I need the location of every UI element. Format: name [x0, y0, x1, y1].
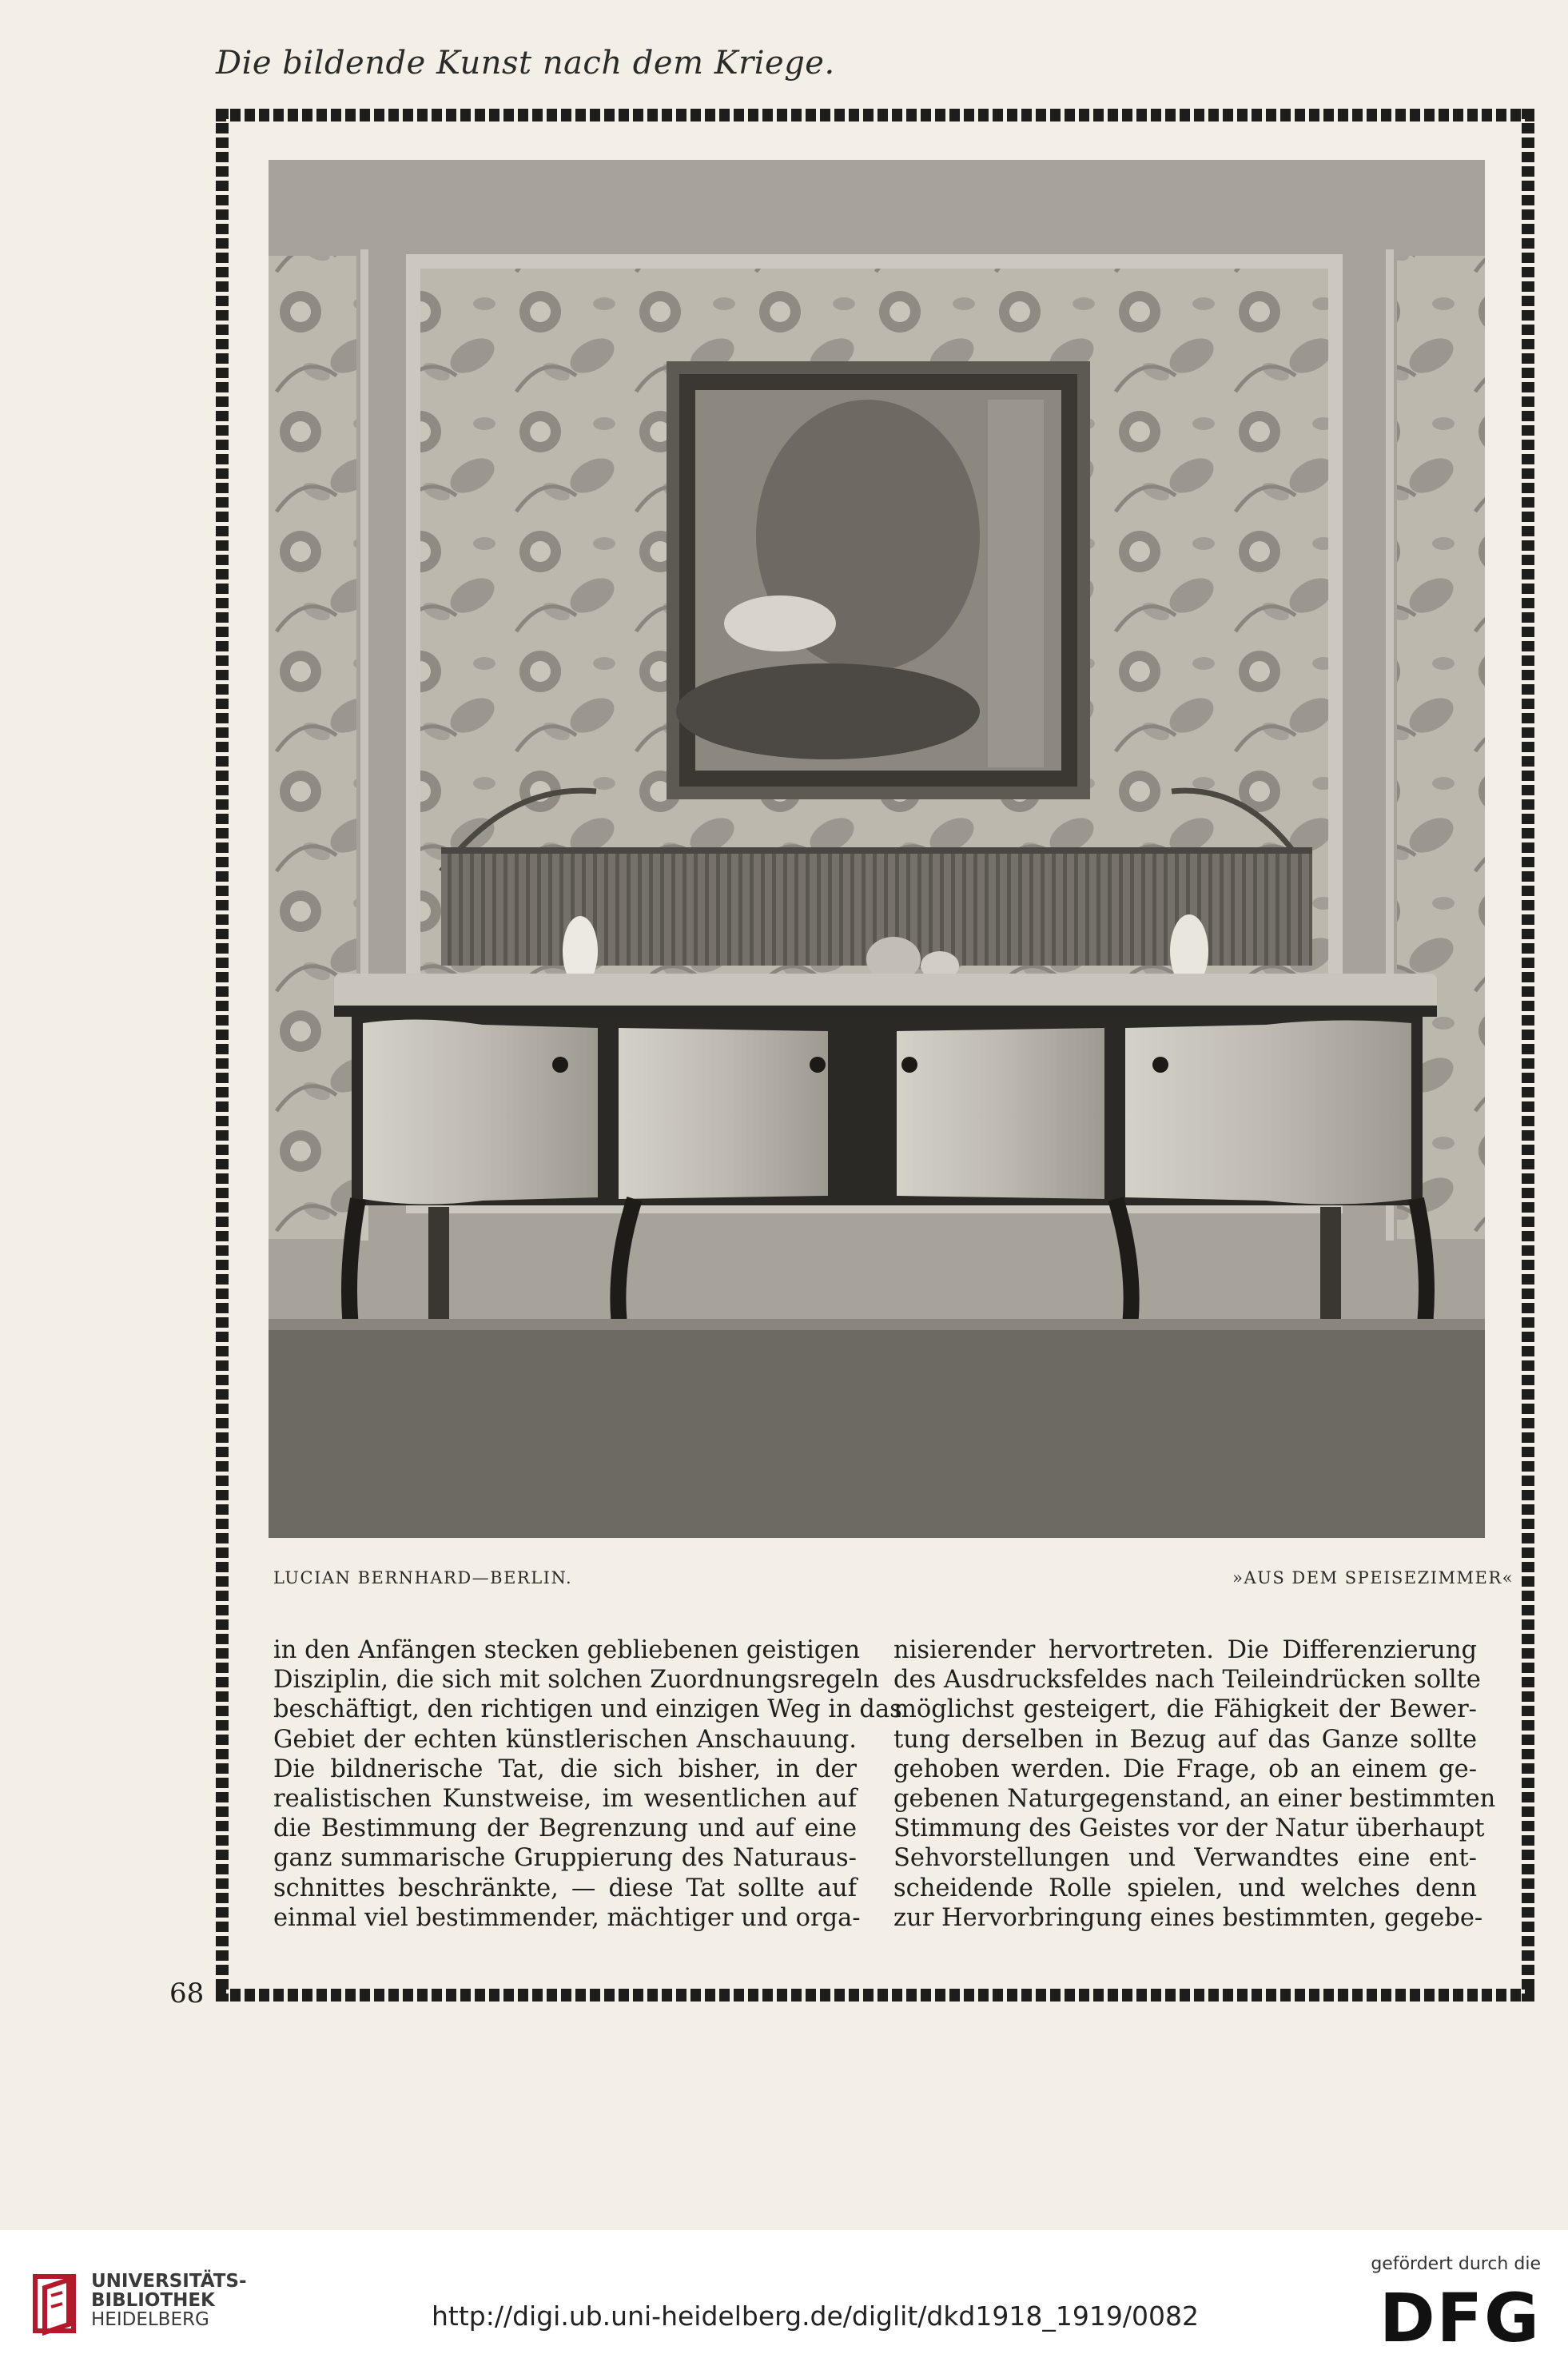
- page-number: 68: [169, 1978, 205, 2009]
- sideboard-photograph: [269, 160, 1485, 1538]
- text-line: schnittes beschränkte, — diese Tat sollte auf: [273, 1874, 857, 1902]
- text-line: die Bestimmung der Begrenzung und auf eine: [273, 1814, 857, 1843]
- text-line: einmal viel bestimmender, mächtiger und orga-: [273, 1903, 861, 1932]
- library-logo-icon: [30, 2268, 83, 2340]
- running-head: Die bildende Kunst nach dem Kriege.: [216, 45, 835, 82]
- funding-label: gefördert durch die: [1371, 2254, 1541, 2274]
- text-line: Gebiet der echten künstlerischen Anschauung.: [273, 1725, 857, 1754]
- library-name-line: HEIDELBERG: [91, 2309, 209, 2330]
- text-line: des Ausdrucksfeldes nach Teileindrücken sollte: [893, 1666, 1481, 1695]
- body-column-left: [273, 1635, 902, 1933]
- text-line: gehoben werden. Die Frage, ob an einem ge-: [893, 1755, 1477, 1783]
- text-line: realistischen Kunstweise, im wesentlichen auf: [273, 1785, 857, 1814]
- text-line: Disziplin, die sich mit solchen Zuordnungsregeln: [273, 1666, 880, 1695]
- text-line: Sehvorstellungen und Verwandtes eine ent-: [893, 1844, 1477, 1873]
- text-line: ganz summarische Gruppierung des Naturaus-: [273, 1844, 857, 1873]
- dfg-logo: DFG: [1379, 2279, 1541, 2357]
- text-line: Stimmung des Geistes vor der Natur überhaupt: [893, 1814, 1485, 1843]
- text-line: beschäftigt, den richtigen und einzigen Weg in das: [273, 1695, 902, 1724]
- dotted-border-right: [1522, 109, 1534, 2002]
- text-line: möglichst gesteigert, die Fähigkeit der Bewer-: [893, 1695, 1477, 1724]
- dotted-border-bottom: [216, 1989, 1534, 2002]
- library-name-line: BIBLIOTHEK: [91, 2290, 215, 2311]
- caption-left: LUCIAN BERNHARD—BERLIN.: [273, 1568, 573, 1587]
- text-line: Die bildnerische Tat, die sich bisher, in der: [273, 1755, 857, 1783]
- dotted-border-top: [216, 109, 1534, 121]
- caption-right: »AUS DEM SPEISEZIMMER«: [1232, 1568, 1514, 1587]
- library-name-line: UNIVERSITÄTS-: [91, 2271, 247, 2292]
- text-line: zur Hervorbringung eines bestimmten, gegebe-: [893, 1903, 1483, 1932]
- text-line: tung derselben in Bezug auf das Ganze sollte: [893, 1725, 1477, 1754]
- dotted-border-left: [216, 109, 229, 2002]
- text-line: gebenen Naturgegenstand, an einer bestimmten: [893, 1785, 1496, 1814]
- permalink-url[interactable]: http://digi.ub.uni-heidelberg.de/diglit/dkd1918_1919/0082: [432, 2300, 1199, 2332]
- library-name: [91, 2272, 247, 2329]
- body-column-right: [893, 1635, 1496, 1933]
- text-line: nisierender hervortreten. Die Differenzierung: [893, 1636, 1477, 1664]
- text-line: in den Anfängen stecken gebliebenen geistigen: [273, 1636, 861, 1664]
- text-line: scheidende Rolle spielen, und welches denn: [893, 1874, 1477, 1902]
